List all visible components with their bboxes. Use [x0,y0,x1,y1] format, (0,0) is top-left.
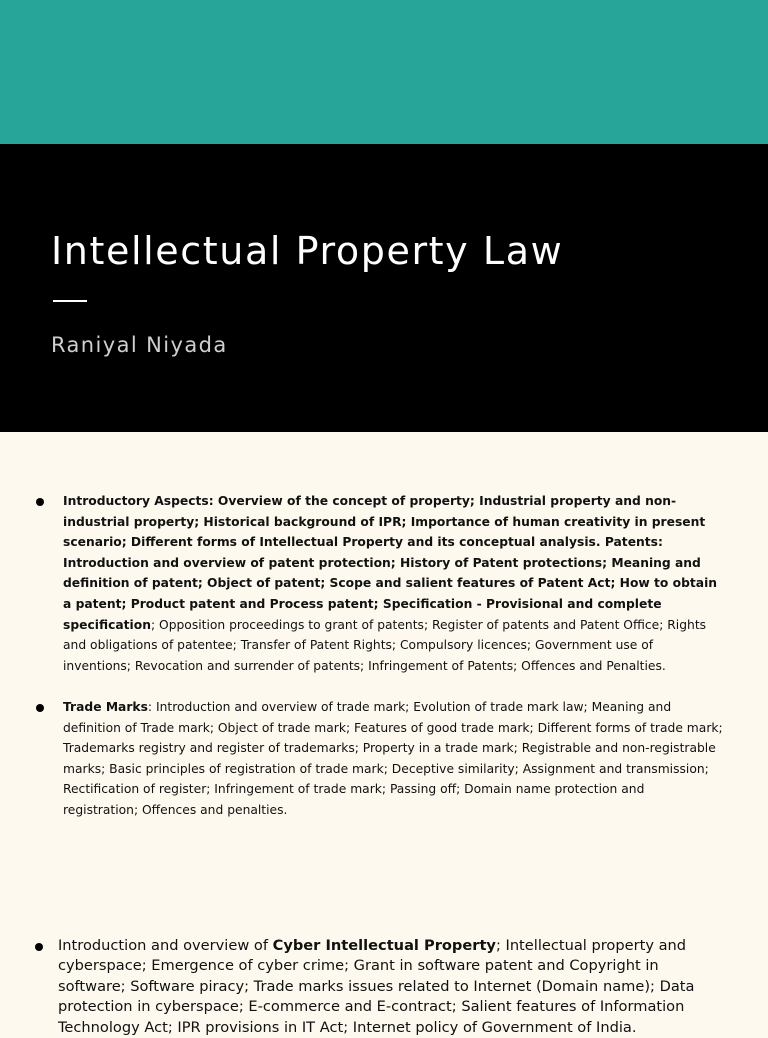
bullet-lead-text: Introduction and overview of [58,937,273,954]
bullet-item-trade-marks [63,697,723,821]
bullet-icon [36,498,44,506]
title-slide-accent-band [0,0,768,144]
bullet-item-introductory-patents [63,491,723,676]
bullet-item-cyber-ip [58,936,728,1038]
title-divider [53,300,87,302]
bullet-text: ; Intellectual property and cyberspace; Emergence of cyber crime; Grant in software patent and Copyright in software; Software piracy; Trade marks issues related to Internet (Domain name); Data protection in cyberspace; E-commerce and E-contract; Salient features of Information Technology Act; IPR provisions in IT Act; Internet policy of Government of India. [58,937,695,1036]
title-slide [0,144,768,432]
syllabus-slide-cyber-ip [0,868,768,1036]
slide-title: Intellectual Property Law [51,229,564,273]
bullet-bold-text: Trade Marks [63,700,148,714]
slide-author: Raniyal Niyada [51,333,228,357]
bullet-text: : Introduction and overview of trade mark; Evolution of trade mark law; Meaning and definition of Trade mark; Object of trade mark; Features of good trade mark; Different forms of trade mark; Trademarks registry and register of trademarks; Property in a trade mark; Registrable and non-registrable marks; Basic principles of registration of trade mark; Deceptive similarity; Assignment and transmission; Rectification of register; Infringement of trade mark; Passing off; Domain name protection and registration; Offences and penalties. [63,700,723,817]
bullet-text: ; Opposition proceedings to grant of patents; Register of patents and Patent Office; Rights and obligations of patentee; Transfer of Patent Rights; Compulsory licences; Government use of inventions; Revocation and surrender of patents; Infringement of Patents; Offences and Penalties. [63,617,707,673]
syllabus-slide-patents-trademarks [0,432,768,868]
bullet-bold-text: Cyber Intellectual Property [272,937,496,954]
bullet-icon [35,943,43,951]
bullet-bold-text: Introductory Aspects: Overview of the concept of property; Industrial property and non- industrial property; Historical background of IPR; Importance of human creativity in present scenario; Different forms of Intellectual Property and its conceptual analysis. Patents: Introduction and overview of patent protection; History of Patent protections; Meaning and definition of patent; Object of patent; Scope and salient features of Patent Act; How to obtain a patent; Product patent and Process patent; Specification - Provisional and complete specification [63,494,718,632]
bullet-icon [36,704,44,712]
